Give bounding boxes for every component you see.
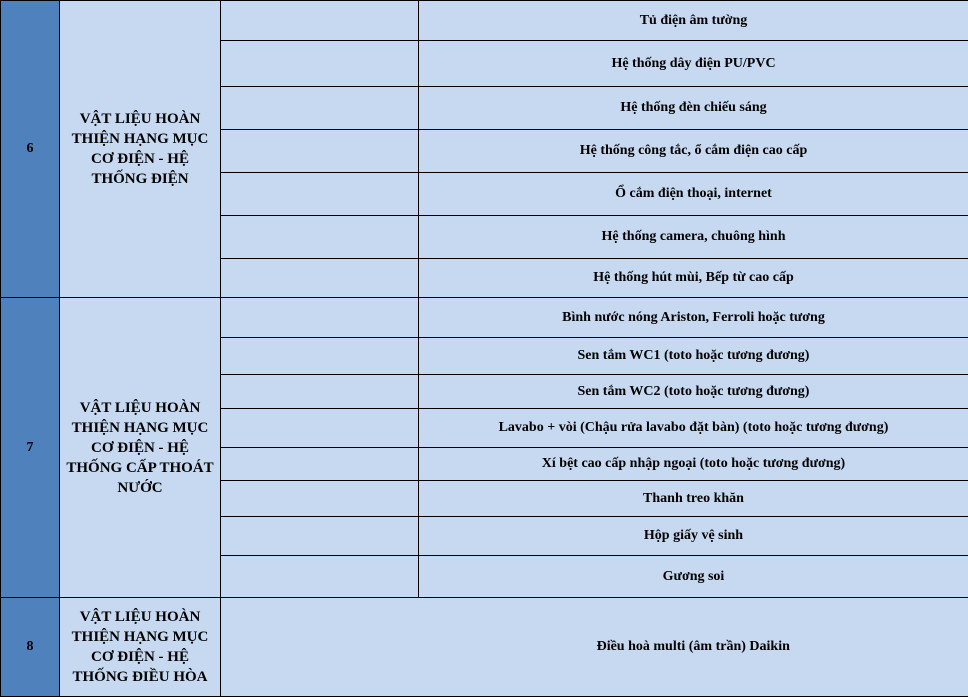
blank-cell: [221, 448, 419, 481]
item-name: Sen tắm WC2 (toto hoặc tương đương): [419, 375, 968, 409]
blank-cell: [221, 481, 419, 517]
blank-cell: [221, 130, 419, 173]
item-name: Hệ thống dây điện PU/PVC: [419, 41, 968, 87]
item-name: Hộp giấy vệ sinh: [419, 517, 968, 556]
section-number: 7: [1, 298, 60, 598]
blank-cell: [221, 259, 419, 298]
item-name: Hệ thống camera, chuông hình: [419, 216, 968, 259]
blank-cell: [221, 298, 419, 338]
item-name: Lavabo + vòi (Chậu rửa lavabo đặt bàn) (toto hoặc tương đương): [419, 409, 968, 448]
table-row: [1, 1, 968, 41]
item-name: Hệ thống công tắc, ổ cắm điện cao cấp: [419, 130, 968, 173]
table-row: [1, 298, 968, 338]
item-name: Gương soi: [419, 556, 968, 598]
blank-cell: [221, 173, 419, 216]
item-name: Hệ thống đèn chiếu sáng: [419, 87, 968, 130]
section-number: 8: [1, 598, 60, 697]
blank-cell: [221, 87, 419, 130]
item-name: Ổ cắm điện thoại, internet: [419, 173, 968, 216]
section-category: VẬT LIỆU HOÀN THIỆN HẠNG MỤC CƠ ĐIỆN - HỆ THỐNG ĐIỀU HÒA: [60, 598, 221, 697]
section-category: VẬT LIỆU HOÀN THIỆN HẠNG MỤC CƠ ĐIỆN - HỆ THỐNG CẤP THOÁT NƯỚC: [60, 298, 221, 598]
blank-cell: [221, 409, 419, 448]
item-name: Xí bệt cao cấp nhập ngoại (toto hoặc tương đương): [419, 448, 968, 481]
item-name: Tủ điện âm tường: [419, 1, 968, 41]
item-name: Thanh treo khăn: [419, 481, 968, 517]
item-name: Điều hoà multi (âm trần) Daikin: [419, 598, 968, 697]
item-name: Bình nước nóng Ariston, Ferroli hoặc tương: [419, 298, 968, 338]
item-name: Sen tắm WC1 (toto hoặc tương đương): [419, 338, 968, 375]
section-category: VẬT LIỆU HOÀN THIỆN HẠNG MỤC CƠ ĐIỆN - HỆ THỐNG ĐIỆN: [60, 1, 221, 298]
table-row: [1, 598, 968, 697]
blank-cell: [221, 598, 419, 697]
item-name: Hệ thống hút mùi, Bếp từ cao cấp: [419, 259, 968, 298]
blank-cell: [221, 556, 419, 598]
blank-cell: [221, 375, 419, 409]
blank-cell: [221, 338, 419, 375]
blank-cell: [221, 216, 419, 259]
blank-cell: [221, 41, 419, 87]
blank-cell: [221, 1, 419, 41]
blank-cell: [221, 517, 419, 556]
section-number: 6: [1, 1, 60, 298]
